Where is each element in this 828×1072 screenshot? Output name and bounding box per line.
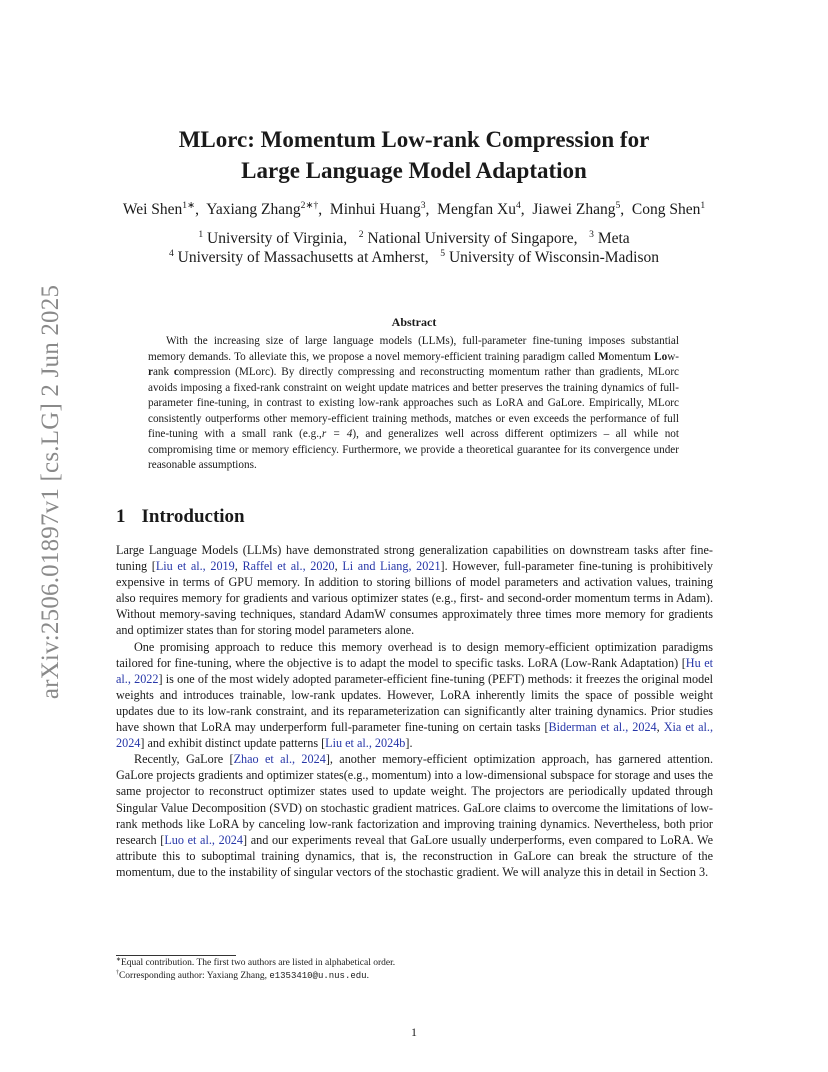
paragraph [116,751,713,880]
citation-link[interactable]: Biderman et al., 2024 [548,720,657,735]
author-name: Jiawei Zhang [532,201,616,218]
footnote-text: . [366,971,369,981]
abstract-math: r = 4 [321,428,353,440]
text: , [334,559,343,574]
author-list: Wei Shen$^{1∗}$, Yaxiang Zhang$^{2∗\dagger}$, Minhui Huang$^3$, Mengfan Xu$^4$, Jiawei Zhang$^5$, Cong Shen$^1$ [122,199,706,218]
author-email[interactable]: e1353410@u.nus.edu [269,971,367,981]
footnote-mark: † [116,969,119,976]
abstract-bold: c [173,366,179,378]
abstract-text: w- [667,350,680,363]
footnote-mark: ∗ [116,956,121,963]
page-number: 1 [411,1025,417,1039]
affiliation-name: University of Wisconsin-Madison [448,249,659,266]
affiliation-number: 4 [169,247,174,259]
paragraph [116,542,713,639]
affiliation-number: 2 [358,228,364,240]
affiliation-name: National University of Singapore, [367,230,578,247]
citation-link[interactable]: Xia et al., 2024 [116,720,714,751]
title-line-2: Large Language Model Adaptation [241,158,587,183]
text: Large Language Models (LLMs) have demonstrated strong generalization capabilities on downstream tasks after fine-tuning [ [116,543,713,574]
text: , [234,559,243,574]
author-name: Mengfan Xu [437,201,516,218]
author-affiliation-mark: 3 [420,199,426,211]
abstract-bold: Lo [654,350,668,363]
abstract-bold: r [148,366,153,378]
affiliation-number: 1 [198,228,204,240]
text: ] and our experiments reveal that GaLore usually underperforms, even compared to LoRA. We attribute this to suboptimal training dynamics, that is, the reconstruction in GaLore can break the structure of the momentum, due to the instability of singular vectors of the stochastic gradient. We will analyze this in detail in Section 3. [116,832,713,879]
text: Recently, GaLore [ [134,752,234,767]
affiliation-number: 5 [440,247,446,259]
affiliation-name: University of Virginia, [207,230,348,247]
author-name: Wei Shen [122,201,183,218]
affiliations-line-1 [0,230,828,248]
abstract-text: ompression (MLorc). By directly compressing and reconstructing momentum rather than gradients, MLorc avoids imposing a fixed-rank constraint on weight update matrices and better preserves the training dynamics of full-parameter fine-tuning, in contrast to existing low-rank approaches such as LoRA and GaLore. Empirically, MLorc consistently outperforms other memory-efficient training methods, matches or even exceeds the performance of full fine-tuning with a small rank (e.g., [148,366,680,440]
author-affiliation-mark: 1 [700,199,706,211]
citation-link[interactable]: Zhao et al., 2024 [233,752,326,767]
arxiv-identifier-stamp [30,284,72,700]
title-line-1: MLorc: Momentum Low-rank Compression for [178,127,650,152]
affiliation-number: 3 [589,228,594,240]
affiliations-line-2 [0,249,828,267]
author-name: Yaxiang Zhang [206,201,301,218]
section-title: Introduction [141,506,245,527]
introduction-body [116,542,713,880]
author-affiliation-mark: 5 [615,199,621,211]
abstract-heading: Abstract [391,315,437,329]
text: ], another memory-efficient optimization approach, has garnered attention. GaLore projects gradients and optimizer states(e.g., momentum) into a low-dimensional subspace for storage and uses the same projector to reconstruct optimizer states used to update weight. The projectors are periodically updated through Singular Value Decomposition (SVD) on stochastic gradient matrices. GaLore claims to overcome the limitations of low-rank methods like LoRA by canceling low-rank factorization and improving training dynamics. Nevertheless, both prior research [ [116,752,713,847]
section-heading [116,506,245,528]
author-affiliation-mark: 1∗ [182,199,196,211]
abstract-text: ), and generalizes well across different optimizers – all while not compromising time or memory efficiency. Furthermore, we provide a theoretical guarantee for its convergence under reasonable assumptions. [148,428,680,471]
citation-link[interactable]: Liu et al., 2019 [155,559,235,574]
abstract-text: omentum [608,350,655,363]
abstract-bold: M [598,350,609,363]
arxiv-identifier-text: arXiv:2506.01897v1 [cs.LG] 2 Jun 2025 [37,284,65,700]
affiliation-name: University of Massachusetts at Amherst, [177,249,429,266]
footnote-text: Corresponding author: Yaxiang Zhang, [118,971,270,981]
citation-link[interactable]: Luo et al., 2024 [164,832,243,847]
citation-link[interactable]: Li and Liang, 2021 [342,559,441,574]
text: One promising approach to reduce this memory overhead is to design memory-efficient optimization paradigms tailored for fine-tuning, where the objective is to adapt the model to specific tasks. LoRA (Low-Rank Adaptation) [ [116,639,713,670]
abstract-text: ank [152,366,174,378]
section-number: 1 [116,506,126,527]
text: , [656,720,664,735]
text: ]. However, full-parameter fine-tuning is prohibitively expensive in terms of GPU memory. In addition to storing billions of model parameters and activation values, training also requires memory for gradients and various optimizer states (e.g., first- and second-order momentum terms in Adam). Without memory-saving techniques, standard AdamW consumes approximately three times more memory for gradients and optimizer states than for storing model parameters alone. [116,559,714,638]
abstract-body [148,334,679,474]
footnote-text: Equal contribution. The first two authors are listed in alphabetical order. [120,958,396,968]
citation-link[interactable]: Raffel et al., 2020 [242,559,335,574]
abstract-text: With the increasing size of large language models (LLMs), full-parameter fine-tuning imposes substantial memory demands. To alleviate this, we propose a novel memory-efficient training paradigm called [148,335,679,363]
footnote-corresponding-author [116,971,369,981]
author-name: Cong Shen [631,201,701,218]
text: ] is one of the most widely adopted parameter-efficient fine-tuning (PEFT) methods: it freezes the original model weights and introduces trainable, low-rank updates. However, LoRA inherently limits the space of possible weight updates due to its low-rank constraint, and its reparameterization can significantly alter training dynamics. Prior studies have shown that LoRA may underperform full-parameter fine-tuning on certain tasks [ [116,671,713,735]
text: ]. [405,736,413,751]
footnote-divider [116,955,236,956]
affiliation-name: Meta [597,230,630,247]
author-name: Minhui Huang [329,201,421,218]
text: ] and exhibit distinct update patterns [ [140,736,326,751]
footnote-equal-contribution [116,958,395,968]
citation-link[interactable]: Liu et al., 2024b [325,736,406,751]
author-affiliation-mark: 2∗† [300,199,319,211]
paper-title [60,124,768,186]
author-affiliation-mark: 4 [515,199,521,211]
citation-link[interactable]: Hu et al., 2022 [116,655,713,686]
paragraph [116,639,713,752]
